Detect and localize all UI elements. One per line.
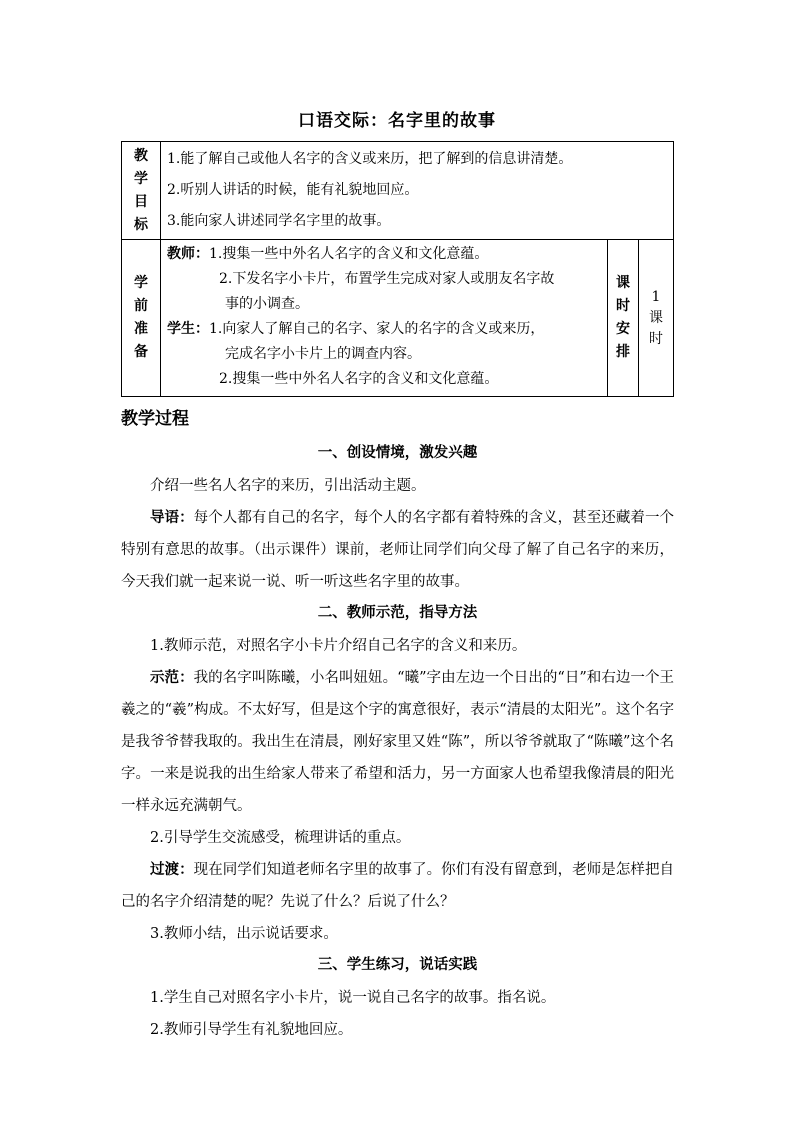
teacher-prep-line <box>167 242 603 267</box>
paragraph: 介绍一些名人名字的来历，引出活动主题。 <box>150 478 426 494</box>
paragraph <box>121 854 674 918</box>
schedule-label <box>608 240 639 397</box>
prep-label-char: 前 <box>134 298 148 314</box>
schedule-label-char: 安 <box>616 321 630 337</box>
process-heading: 教学过程 <box>121 409 189 429</box>
student-prep-line <box>167 317 603 342</box>
schedule-label-char: 时 <box>616 298 630 314</box>
paragraph: 1.教师示范，对照名字小卡片介绍自己名字的含义和来历。 <box>150 638 527 654</box>
teacher-item: 事的小调查。 <box>225 296 309 312</box>
paragraph: 3.教师小结，出示说话要求。 <box>150 926 338 942</box>
schedule-value-char: 课 <box>649 309 663 326</box>
schedule-value <box>639 240 674 397</box>
section-heading: 二、教师示范，指导方法 <box>317 604 478 621</box>
prep-label <box>122 240 161 397</box>
process-content <box>121 438 674 1046</box>
prep-label-char: 学 <box>134 275 148 291</box>
paragraph-text: 每个人都有自己的名字，每个人的名字都有着特殊的含义，甚至还藏着一个特别有意思的故事。（出示课件）课前，老师让同学们向父母了解了自己名字的来历，今天我们就一起来说一说、听一听这些名字里的故事。 <box>121 510 674 590</box>
page-title: 口语交际：名字里的故事 <box>298 111 496 131</box>
student-item: 2.搜集一些中外名人名字的含义和文化意蕴。 <box>219 371 499 387</box>
paragraph: 1.学生自己对照名字小卡片，说一说自己名字的故事。指名说。 <box>150 990 556 1006</box>
paragraph-label: 过渡： <box>150 861 194 878</box>
schedule-value-char: 时 <box>649 330 663 347</box>
paragraph-label: 导语： <box>150 509 194 526</box>
goal-item: 3.能向家人讲述同学名字里的故事。 <box>167 213 391 229</box>
paragraph <box>121 502 674 598</box>
goals-label-char: 学 <box>134 170 148 187</box>
goal-item: 2.听别人讲话的时候，能有礼貌地回应。 <box>167 182 419 198</box>
goals-label-char: 教 <box>134 147 148 164</box>
paragraph-label: 示范： <box>150 669 194 686</box>
student-item: 完成名字小卡片上的调查内容。 <box>225 346 421 362</box>
teacher-label: 教师： <box>167 246 209 262</box>
teacher-item: 2.下发名字小卡片，布置学生完成对家人或朋友名字故 <box>219 271 555 287</box>
paragraph-text: 我的名字叫陈曦，小名叫妞妞。“曦”字由左边一个日出的“日”和右边一个王羲之的“羲”构成。不太好写，但是这个字的寓意很好，表示“清晨的太阳光”。这个名字是我爷爷替我取的。我出生在清晨，刚好家里又姓“陈”，所以爷爷就取了“陈曦”这个名字。一来是说我的出生给家人带来了希望和活力，另一方面家人也希望我像清晨的阳光一样永远充满朝气。 <box>121 670 674 814</box>
teacher-item: 1.搜集一些中外名人名字的含义和文化意蕴。 <box>209 246 489 262</box>
prep-label-char: 备 <box>134 344 148 360</box>
prep-content <box>161 240 608 397</box>
prep-label-char: 准 <box>134 321 148 337</box>
prep-row <box>122 240 674 397</box>
schedule-value-char: 1 <box>651 288 661 305</box>
goals-label <box>122 142 161 240</box>
goals-label-char: 标 <box>134 216 148 233</box>
paragraph <box>121 662 674 822</box>
student-label: 学生： <box>167 321 209 337</box>
section-heading: 三、学生练习，说话实践 <box>317 956 478 973</box>
goals-content <box>161 142 674 240</box>
goals-row <box>122 142 674 240</box>
lesson-info-table <box>121 141 674 397</box>
paragraph-text: 现在同学们知道老师名字里的故事了。你们有没有留意到，老师是怎样把自己的名字介绍清楚的呢？先说了什么？后说了什么？ <box>121 862 674 910</box>
goal-item: 1.能了解自己或他人名字的含义或来历，把了解到的信息讲清楚。 <box>167 151 573 167</box>
goals-label-char: 目 <box>134 193 148 210</box>
schedule-label-char: 排 <box>616 344 630 360</box>
student-item: 1.向家人了解自己的名字、家人的名字的含义或来历， <box>209 321 545 337</box>
section-heading: 一、创设情境，激发兴趣 <box>317 444 478 461</box>
schedule-label-char: 课 <box>616 275 630 291</box>
paragraph: 2.教师引导学生有礼貌地回应。 <box>150 1022 353 1038</box>
paragraph: 2.引导学生交流感受，梳理讲话的重点。 <box>150 830 411 846</box>
